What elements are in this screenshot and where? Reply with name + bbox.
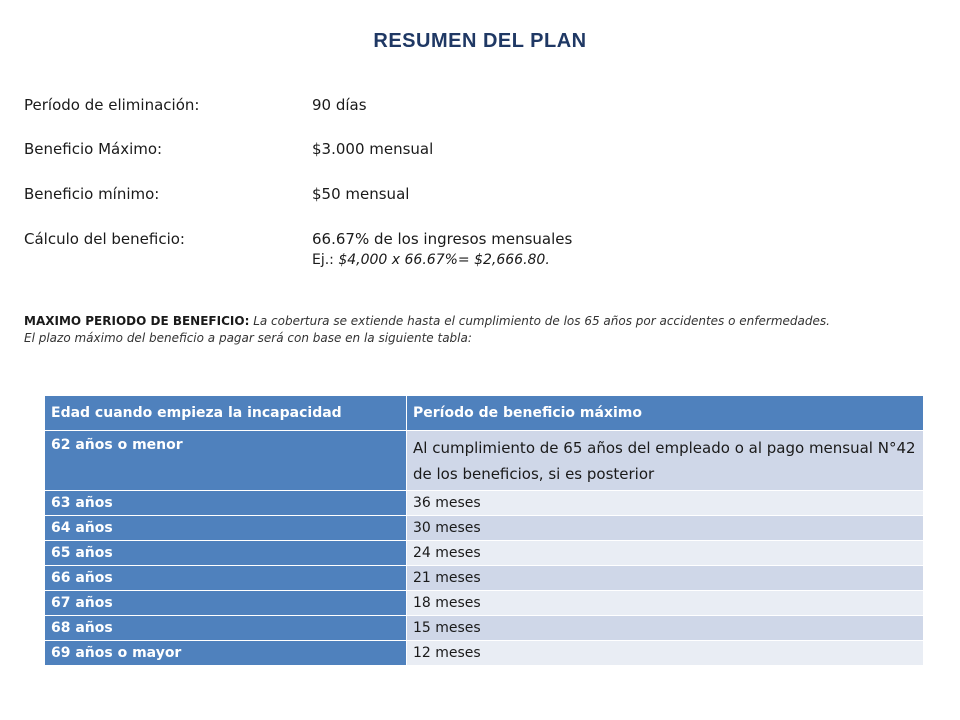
- note-text: La cobertura se extiende hasta el cumplimiento de los 65 años por accidentes o enfermedades. El plazo máximo del beneficio a pagar será con base en la siguiente tabla:: [24, 314, 830, 345]
- table-cell-age: 64 años: [45, 516, 407, 541]
- table-row: [45, 641, 924, 666]
- summary-label: Cálculo del beneficio:: [24, 230, 185, 248]
- table-cell-age: 66 años: [45, 566, 407, 591]
- table-cell-age: 68 años: [45, 616, 407, 641]
- table-cell-period: 15 meses: [407, 616, 924, 641]
- page-title: RESUMEN DEL PLAN: [373, 30, 587, 52]
- note-colon: :: [244, 314, 250, 328]
- benefit-period-table: [44, 395, 924, 666]
- table-cell-period: 12 meses: [407, 641, 924, 666]
- note-label: MAXIMO PERIODO DE BENEFICIO: [24, 314, 245, 328]
- table-header-age: Edad cuando empieza la incapacidad: [45, 396, 407, 431]
- table-cell-age: 67 años: [45, 591, 407, 616]
- table-cell-age: 65 años: [45, 541, 407, 566]
- summary-row-calculation: [24, 229, 572, 249]
- table-header-row: [45, 396, 924, 431]
- table-row: [45, 591, 924, 616]
- summary-value: $50 mensual: [312, 185, 410, 203]
- summary-label: Beneficio mínimo:: [24, 185, 160, 203]
- table-cell-period: 30 meses: [407, 516, 924, 541]
- table-cell-age: 63 años: [45, 491, 407, 516]
- table-header-period: Período de beneficio máximo: [407, 396, 924, 431]
- summary-label: Beneficio Máximo:: [24, 140, 163, 158]
- summary-row-min-benefit: [24, 184, 409, 204]
- table-row: [45, 491, 924, 516]
- summary-row-max-benefit: [24, 139, 433, 159]
- calculation-example: [312, 250, 550, 270]
- max-period-note: [24, 313, 844, 347]
- table-row: [45, 431, 924, 491]
- summary-row-elimination: [24, 95, 367, 115]
- table-row: [45, 566, 924, 591]
- example-text: $4,000 x 66.67%= $2,666.80.: [333, 252, 550, 268]
- table-cell-age: 69 años o mayor: [45, 641, 407, 666]
- table-cell-period: 24 meses: [407, 541, 924, 566]
- table-cell-period: 36 meses: [407, 491, 924, 516]
- example-prefix: Ej.:: [312, 252, 334, 268]
- summary-value: 90 días: [312, 96, 367, 114]
- summary-label: Período de eliminación:: [24, 96, 200, 114]
- table-cell-age: 62 años o menor: [45, 431, 407, 491]
- summary-value: $3.000 mensual: [312, 140, 434, 158]
- table-cell-period: 18 meses: [407, 591, 924, 616]
- table-row: [45, 516, 924, 541]
- table-row: [45, 541, 924, 566]
- table-cell-period: 21 meses: [407, 566, 924, 591]
- table-row: [45, 616, 924, 641]
- summary-value: 66.67% de los ingresos mensuales: [312, 230, 573, 248]
- table-cell-period: Al cumplimiento de 65 años del empleado o al pago mensual N°42 de los beneficios, si es posterior: [407, 431, 924, 491]
